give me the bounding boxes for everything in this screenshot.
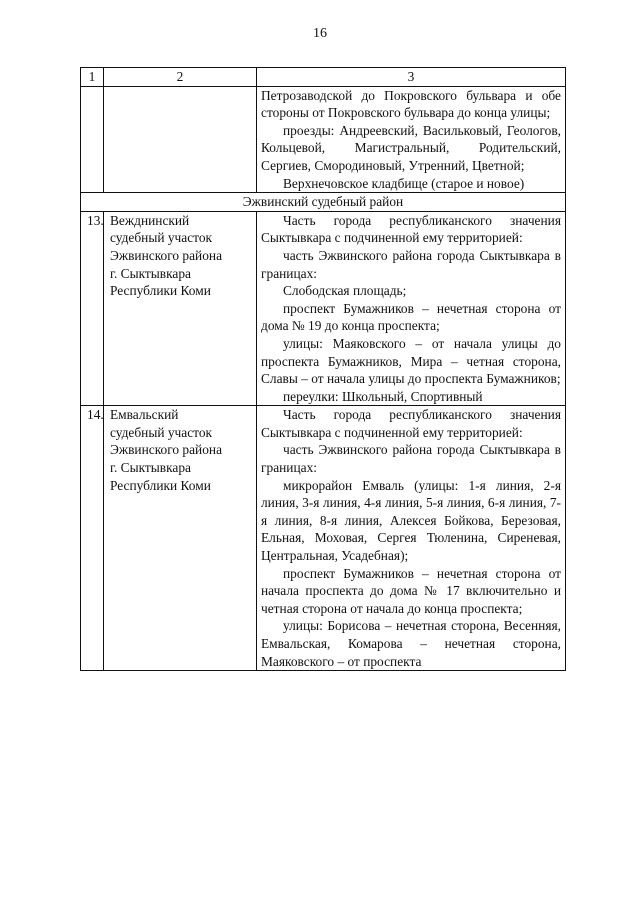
continuation-num-cell [81, 86, 104, 193]
row-number: 13. [81, 211, 104, 406]
territory-paragraph: переулки: Школьный, Спортивный [283, 388, 483, 404]
territory-paragraph: улицы: Борисова – нечетная сторона, Весенняя, Емвальская, Комарова – нечетная сторона, Маяковского – от проспекта [261, 618, 561, 669]
table-header-row [81, 68, 566, 87]
district-title: Эжвинский судебный район [81, 193, 566, 212]
territory-paragraph: часть Эжвинского района города Сыктывкара в границах: [261, 442, 561, 476]
district-row [81, 193, 566, 212]
continuation-name-cell [104, 86, 257, 193]
territory-paragraph: микрорайон Емваль (улицы: 1-я линия, 2-я линия, 3-я линия, 4-я линия, 5-я линия, 6-я линия, 7-я линия, 8-я линия, Алексея Бойкова, Березовая, Ельная, Моховая, Сергея Тюленина, Сиреневая, Центральная, Усадебная); [261, 477, 561, 564]
districts-table [80, 67, 566, 671]
territory-description [257, 211, 566, 406]
continuation-paragraph: Петрозаводской до Покровского бульвара и обе стороны от Покровского бульвара до конца улицы; [261, 87, 561, 121]
territory-description [257, 406, 566, 671]
territory-paragraph: проспект Бумажников – нечетная сторона от дома № 19 до конца проспекта; [261, 300, 561, 334]
court-section-name [104, 406, 257, 671]
header-col-2: 2 [104, 68, 257, 87]
header-col-3: 3 [257, 68, 566, 87]
continuation-row [81, 86, 566, 193]
continuation-paragraph: Верхнечовское кладбище (старое и новое) [283, 175, 525, 191]
continuation-paragraph: проезды: Андреевский, Васильковый, Геологов, Кольцевой, Магистральный, Родительский, Сергиев, Смородиновый, Утренний, Цветной; [261, 122, 561, 173]
court-section-name-text: Емвальский судебный участок Эжвинского района г. Сыктывкара Республики Коми [110, 407, 223, 493]
court-section-name [104, 211, 257, 406]
table-row [81, 211, 566, 406]
court-section-name-text: Вежднинский судебный участок Эжвинского района г. Сыктывкара Республики Коми [110, 212, 223, 299]
territory-paragraph: часть Эжвинского района города Сыктывкара в границах: [261, 247, 561, 281]
table-row [81, 406, 566, 671]
page-number: 16 [313, 26, 327, 41]
territory-paragraph: проспект Бумажников – нечетная сторона от начала проспекта до дома № 17 включительно и четная сторона от начала до конца проспекта; [261, 565, 561, 616]
territory-paragraph: Часть города республиканского значения Сыктывкара с подчиненной ему территорией: [261, 212, 561, 246]
continuation-text-cell [257, 86, 566, 193]
header-col-1: 1 [81, 68, 104, 87]
territory-paragraph: Часть города республиканского значения Сыктывкара с подчиненной ему территорией: [261, 407, 561, 440]
territory-paragraph: улицы: Маяковского – от начала улицы до проспекта Бумажников, Мира – четная сторона, Славы – от начала улицы до проспекта Бумажников; [261, 335, 561, 387]
territory-paragraph: Слободская площадь; [283, 283, 407, 299]
row-number: 14. [81, 406, 104, 671]
